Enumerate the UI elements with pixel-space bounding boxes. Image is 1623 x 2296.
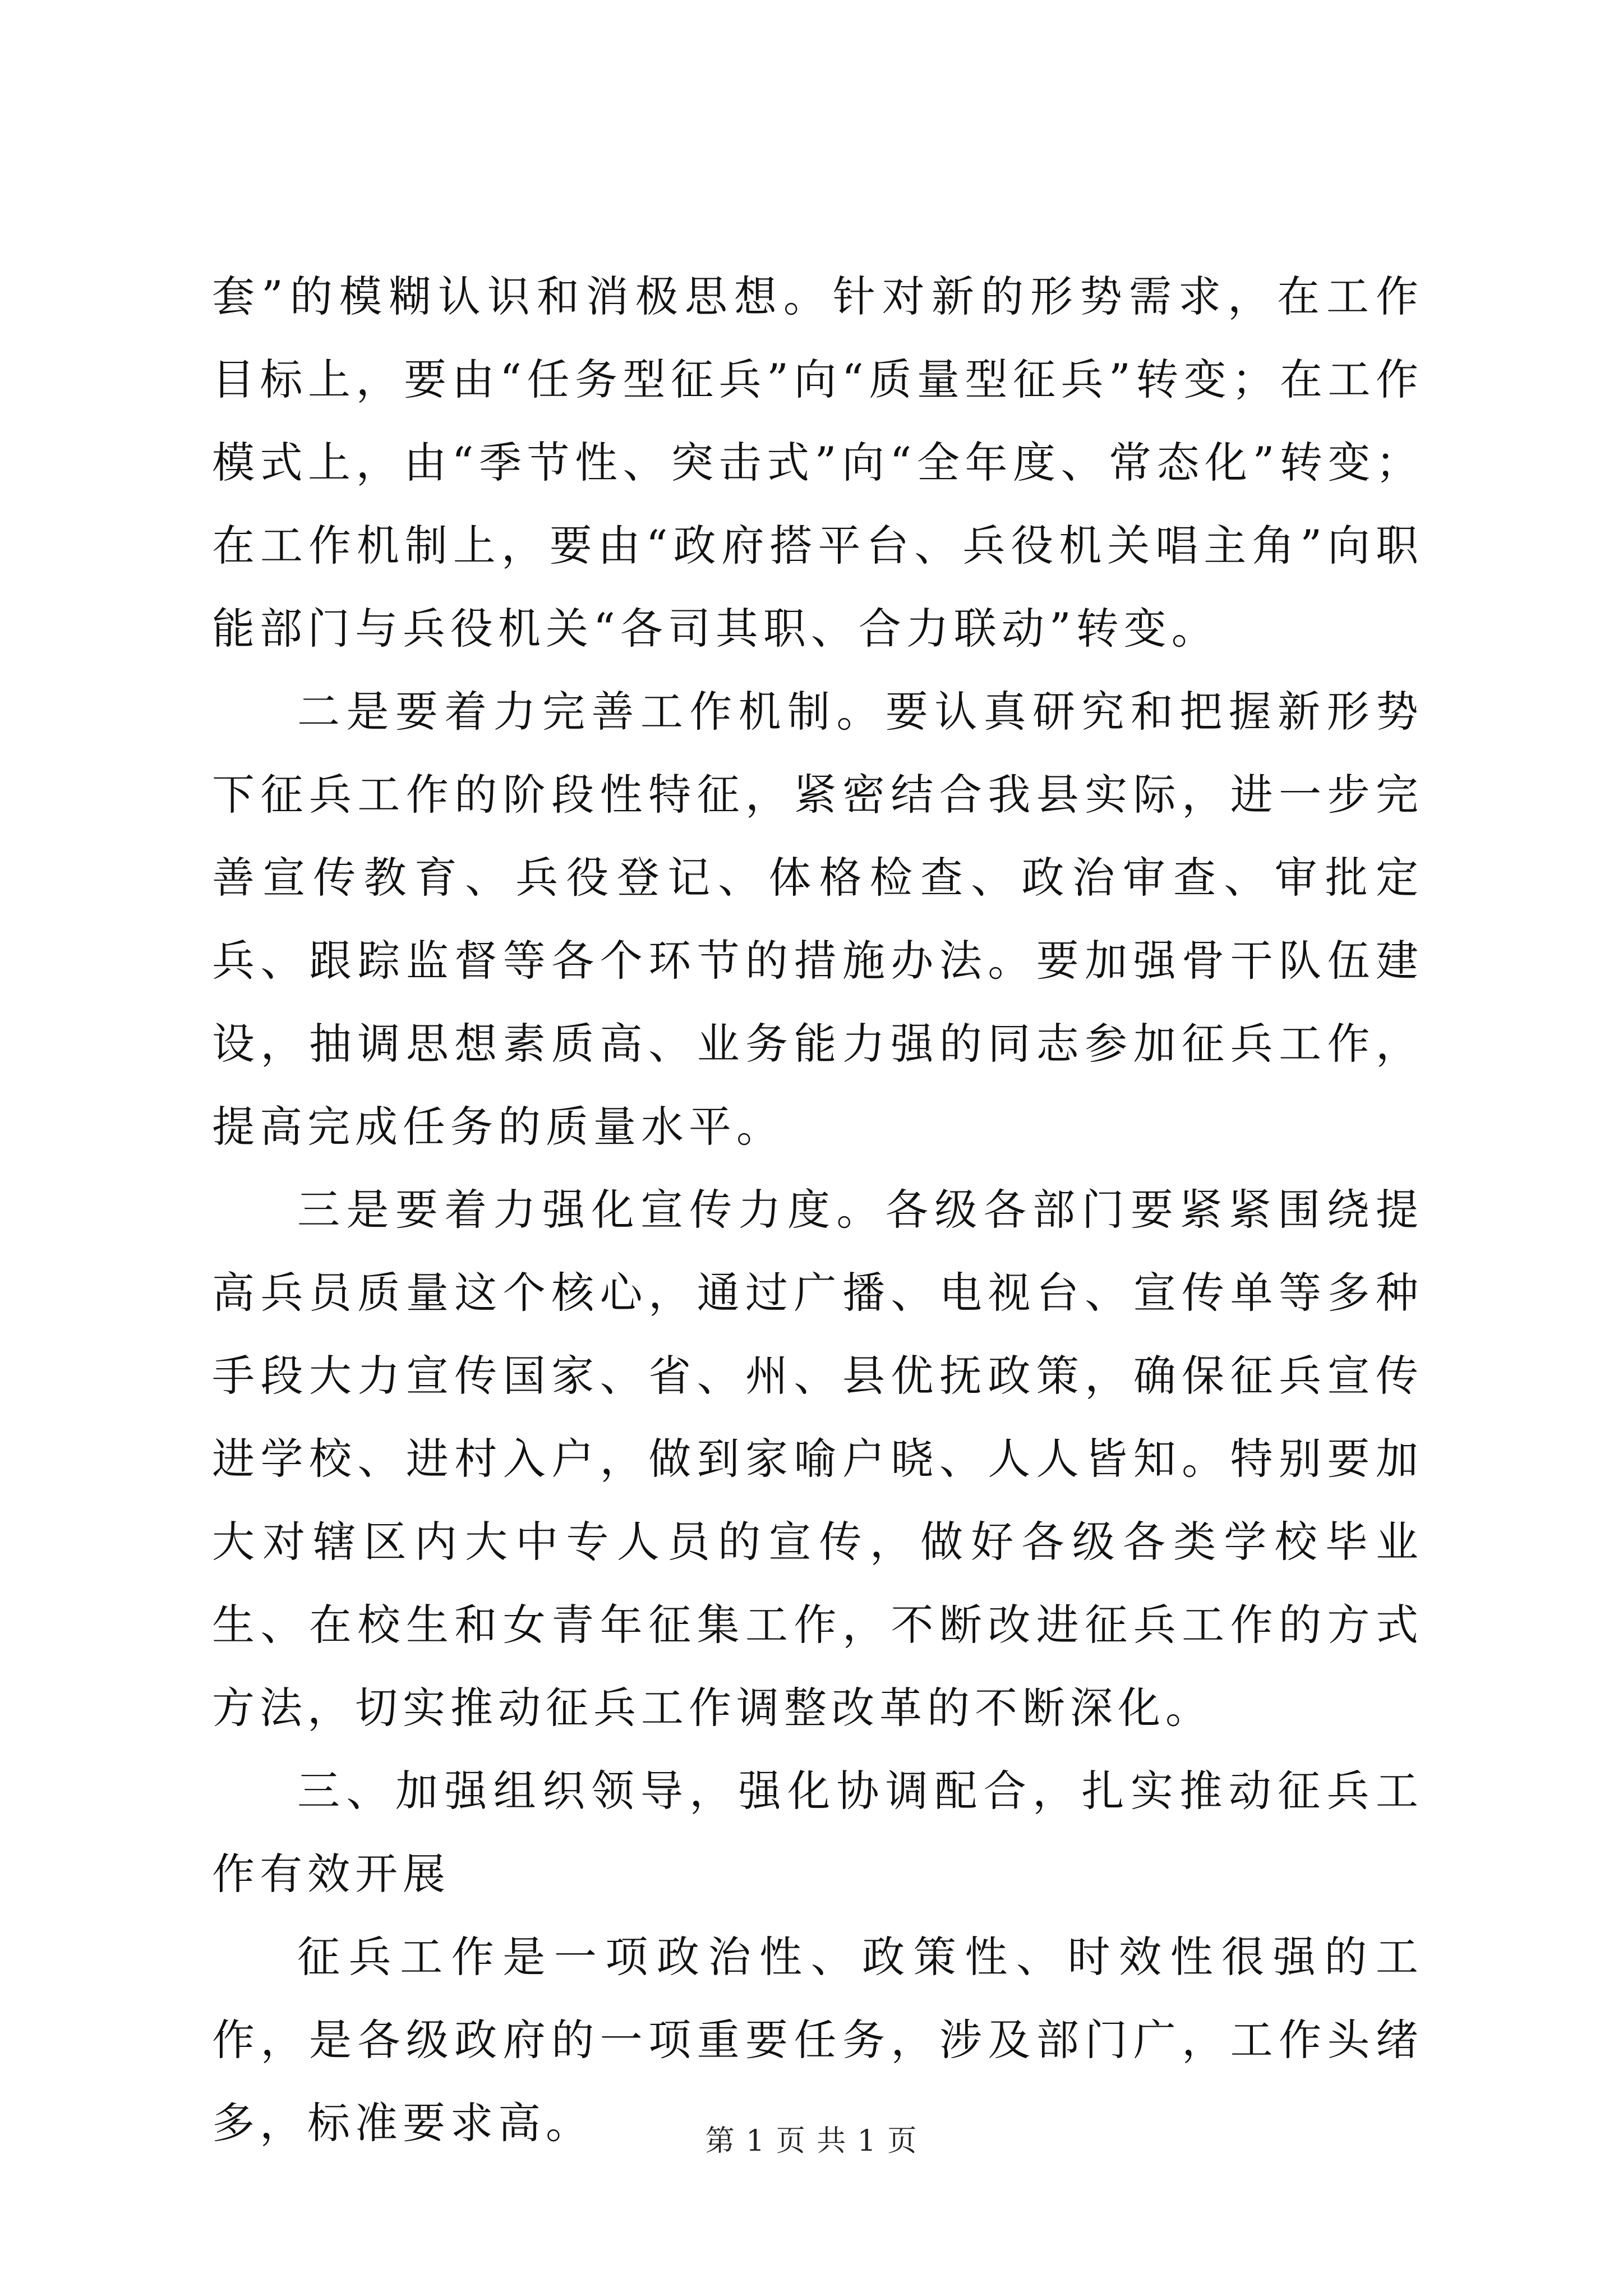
document-body bbox=[212, 255, 1423, 2165]
paragraph-point-two: 二是要着力完善工作机制。要认真研究和把握新形势下征兵工作的阶段性特征，紧密结合我县实际，进一步完善宣传教育、兵役登记、体格检查、政治审查、审批定兵、跟踪监督等各个环节的措施办法。要加强骨干队伍建设，抽调思想素质高、业务能力强的同志参加征兵工作，提高完成任务的质量水平。 bbox=[212, 687, 1423, 1152]
paragraph-section-intro: 征兵工作是一项政治性、政策性、时效性很强的工作，是各级政府的一项重要任务，涉及部门广，工作头绪多，标准要求高。 bbox=[212, 1932, 1423, 2148]
page-footer: 第 1 页 共 1 页 bbox=[705, 2124, 918, 2158]
paragraph-continuation: 套”的模糊认识和消极思想。针对新的形势需求，在工作目标上，要由“任务型征兵”向“质量型征兵”转变；在工作模式上，由“季节性、突击式”向“全年度、常态化”转变；在工作机制上，要由“政府搭平台、兵役机关唱主角”向职能部门与兵役机关“各司其职、合力联动”转变。 bbox=[212, 272, 1423, 654]
section-heading-three: 三、加强组织领导，强化协调配合，扎实推动征兵工作有效开展 bbox=[212, 1766, 1423, 1899]
paragraph-point-three: 三是要着力强化宣传力度。各级各部门要紧紧围绕提高兵员质量这个核心，通过广播、电视台、宣传单等多种手段大力宣传国家、省、州、县优抚政策，确保征兵宣传进学校、进村入户，做到家喻户晓、人人皆知。特别要加大对辖区内大中专人员的宣传，做好各级各类学校毕业生、在校生和女青年征集工作，不断改进征兵工作的方式方法，切实推动征兵工作调整改革的不断深化。 bbox=[212, 1185, 1423, 1733]
